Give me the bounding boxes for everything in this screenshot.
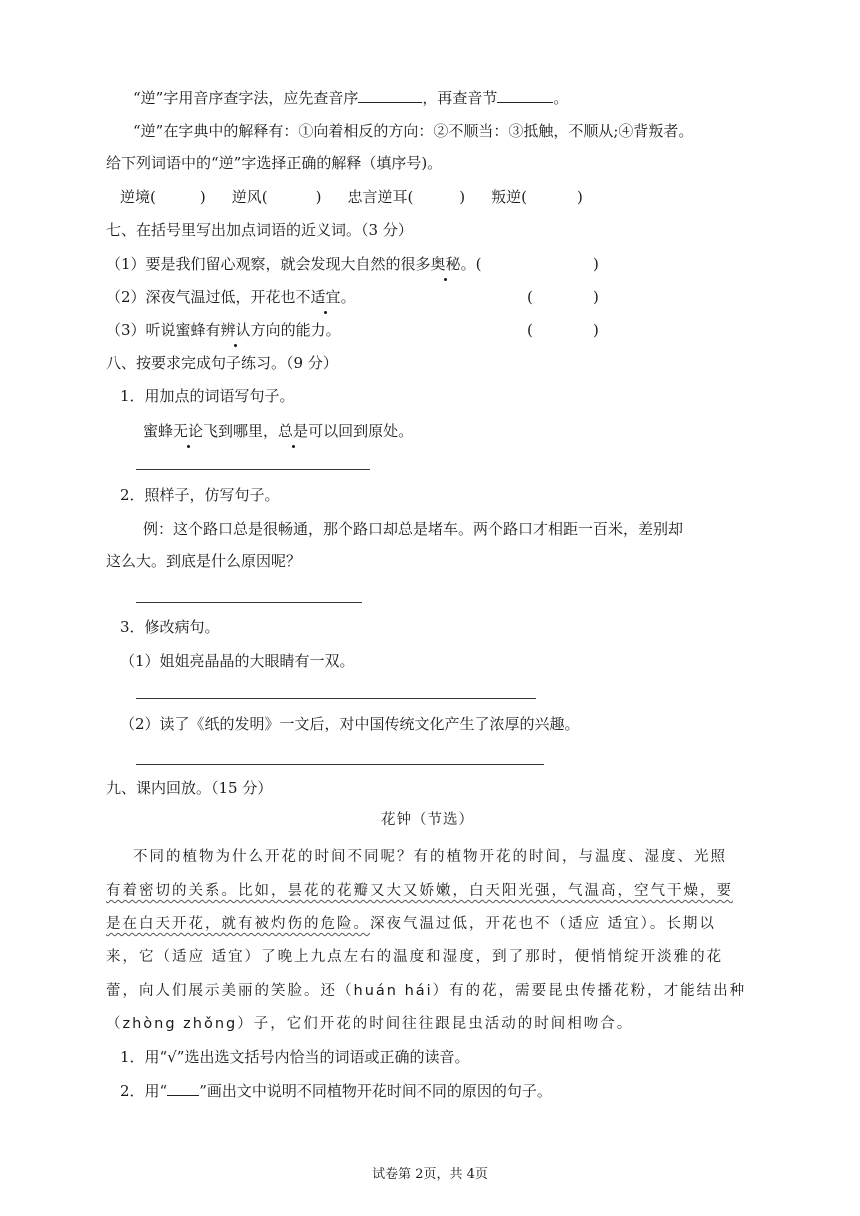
question-title: 1．用“√”选出选文括号内恰当的词语或正确的读音。 bbox=[120, 1048, 470, 1066]
section-title: 七、在括号里写出加点词语的近义词。（3 分） bbox=[106, 221, 413, 239]
synonym-item: （3）听说蜜蜂有辨认方向的能力。 bbox=[106, 321, 341, 339]
prompt-text: 。 bbox=[553, 89, 569, 107]
close-paren: ) bbox=[459, 188, 466, 206]
passage-line: （zhòng zhǒng）子，它们开花的时间往往跟昆虫活动的时间相吻合。 bbox=[106, 1016, 634, 1032]
question-title: 2．照样子，仿写句子。 bbox=[120, 486, 280, 504]
answer-line[interactable] bbox=[136, 698, 536, 699]
answer-line[interactable] bbox=[136, 469, 370, 470]
dotted-word: 适宜 bbox=[310, 288, 341, 306]
synonym-paren-open: ( bbox=[527, 288, 533, 306]
word-item: 逆境( bbox=[120, 188, 156, 206]
question-title: 2．用“ ”画出文中说明不同植物开花时间不同的原因的句子。 bbox=[120, 1082, 552, 1100]
dotted-word: 无论 bbox=[173, 422, 204, 440]
close-paren: ) bbox=[315, 188, 322, 206]
question-title: 1．用加点的词语写句子。 bbox=[120, 387, 295, 405]
synonym-item: （1）要是我们留心观察，就会发现大自然的很多奥秘。( bbox=[106, 255, 482, 273]
word-item: 叛逆( bbox=[491, 188, 528, 206]
example-sentence: 蜜蜂无论飞到哪里，总是可以回到原处。 bbox=[143, 422, 414, 440]
passage-line: 是在白天开花，就有被灼伤的危险。深夜气温过低，开花也不（适应 适宜）。长期以 bbox=[106, 916, 716, 932]
section-title: 九、课内回放。（15 分） bbox=[106, 779, 273, 797]
underline-sample bbox=[167, 1081, 199, 1096]
dotted-word: 奥秘 bbox=[430, 255, 461, 273]
instruction-line: 给下列词语中的“逆”字选择正确的解释（填序号)。 bbox=[106, 154, 443, 172]
page-footer: 试卷第 2页，共 4页 bbox=[372, 1167, 488, 1182]
synonym-paren-close: ) bbox=[593, 255, 599, 273]
example-line: 这么大。到底是什么原因呢？ bbox=[106, 552, 302, 570]
word-choice-row bbox=[120, 186, 583, 208]
close-paren: ) bbox=[577, 188, 583, 206]
word-item: 逆风( bbox=[231, 188, 268, 206]
answer-blank[interactable] bbox=[358, 86, 422, 103]
answer-line[interactable] bbox=[136, 602, 362, 603]
word-item: 忠言逆耳( bbox=[347, 188, 414, 206]
sentence-item: （2）读了《纸的发明》一文后，对中国传统文化产生了浓厚的兴趣。 bbox=[120, 715, 580, 733]
passage-line: 不同的植物为什么开花的时间不同呢？有的植物开花的时间，与温度、湿度、光照 bbox=[133, 849, 727, 865]
example-line: 例：这个路口总是很畅通，那个路口却总是堵车。两个路口才相距一百米，差别却 bbox=[143, 520, 684, 538]
passage-line: 蕾，向人们展示美丽的笑脸。还（huán hái）有的花，需要昆虫传播花粉，才能结出种 bbox=[106, 983, 747, 999]
dotted-word: 辨认 bbox=[220, 321, 251, 339]
question-title: 3．修改病句。 bbox=[120, 618, 220, 636]
answer-line[interactable] bbox=[136, 764, 544, 765]
prompt-text: “逆”字用音序查字法，应先查音序 bbox=[133, 89, 359, 107]
synonym-paren-open: ( bbox=[527, 321, 533, 339]
passage-line: 有着密切的关系。比如，昙花的花瓣又大又娇嫩，白天阳光强，气温高，空气干燥，要 bbox=[106, 883, 733, 899]
close-paren: ) bbox=[199, 188, 206, 206]
synonym-paren-close: ) bbox=[593, 321, 599, 339]
prompt-text: ，再查音节 bbox=[422, 89, 498, 107]
section-title: 八、按要求完成句子练习。（9 分） bbox=[106, 354, 338, 372]
synonym-item: （2）深夜气温过低，开花也不适宜。 bbox=[106, 288, 356, 306]
passage-title: 花钟（节选） bbox=[381, 812, 474, 828]
definition-line: “逆”在字典中的解释有：①向着相反的方向：②不顺当：③抵触，不顺从;④背叛者。 bbox=[133, 122, 694, 140]
sentence-item: （1）姐姐亮晶晶的大眼睛有一双。 bbox=[120, 652, 355, 670]
question-line bbox=[133, 86, 568, 109]
dotted-word: 总是 bbox=[278, 422, 309, 440]
passage-line: 来，它（适应 适宜）了晚上九点左右的温度和湿度，到了那时，便悄悄绽开淡雅的花 bbox=[106, 949, 724, 965]
synonym-paren-close: ) bbox=[593, 288, 599, 306]
answer-blank[interactable] bbox=[497, 86, 553, 103]
